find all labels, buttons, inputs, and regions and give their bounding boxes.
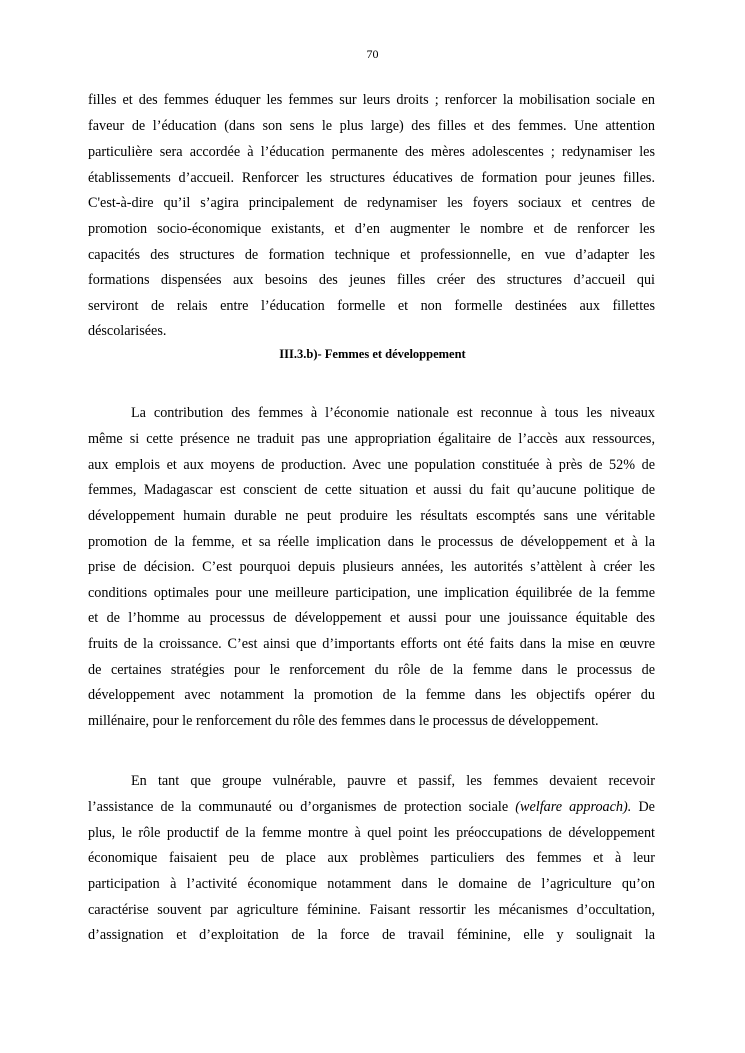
paragraph-3-line: participation à l’activité économique notamment dans le domaine de l’agriculture qu’on: [88, 876, 655, 892]
paragraph-3-line: plus, le rôle productif de la femme montre à quel point les préoccupations de développement: [88, 825, 655, 841]
page-number: 70: [366, 47, 379, 61]
paragraph-1-line: déscolarisées.: [88, 323, 167, 339]
paragraph-3-text: De: [631, 799, 655, 815]
paragraph-2-line: conditions optimales pour une meilleure participation, une implication équilibrée de la femme: [88, 585, 655, 601]
paragraph-1-line: promotion socio-économique existants, et d’en augmenter le nombre et de renforcer les: [88, 221, 655, 237]
paragraph-3-line: [88, 798, 655, 816]
paragraph-3-line: En tant que groupe vulnérable, pauvre et passif, les femmes devaient recevoir: [131, 773, 655, 789]
paragraph-1-line: serviront de relais entre l’éducation formelle et non formelle destinées aux fillettes: [88, 298, 655, 314]
paragraph-2-line: La contribution des femmes à l’économie nationale est reconnue à tous les niveaux: [131, 405, 655, 421]
paragraph-2-line: et de l’homme au processus de développement et aussi pour une jouissance équitable des: [88, 610, 655, 626]
paragraph-2-line: promotion de la femme, et sa réelle implication dans le processus de développement et à la: [88, 534, 655, 550]
paragraph-2-line: fruits de la croissance. C’est ainsi que d’importants efforts ont été faits dans la mise en œuvre: [88, 636, 655, 652]
paragraph-2-line: développement humain durable ne peut produire les résultats escomptés sans une véritable: [88, 508, 655, 524]
section-heading: III.3.b)- Femmes et développement: [279, 347, 466, 361]
paragraph-1-line: faveur de l’éducation (dans son sens le plus large) des filles et des femmes. Une attention: [88, 118, 655, 134]
paragraph-2-line: prise de décision. C’est pourquoi depuis plusieurs années, les autorités s’attèlent à créer les: [88, 559, 655, 575]
paragraph-2-line: de certaines stratégies pour le renforcement du rôle de la femme dans le processus de: [88, 662, 655, 678]
paragraph-3-line: d’assignation et d’exploitation de la force de travail féminine, elle y soulignait la: [88, 927, 655, 943]
paragraph-2-line: même si cette présence ne traduit pas une appropriation égalitaire de l’accès aux ressources,: [88, 431, 655, 447]
paragraph-1-line: C'est-à-dire qu’il s’agira principalement de redynamiser les foyers sociaux et centres de: [88, 195, 655, 211]
paragraph-3-text: l’assistance de la communauté ou d’organismes de protection sociale: [88, 799, 516, 815]
paragraph-1-line: capacités des structures de formation technique et professionnelle, en vue d’adapter les: [88, 247, 655, 263]
paragraph-3-line: caractérise souvent par agriculture féminine. Faisant ressortir les mécanismes d’occultation,: [88, 902, 655, 918]
paragraph-1-line: particulière sera accordée à l’éducation permanente des mères adolescentes ; redynamiser les: [88, 144, 655, 160]
paragraph-2-line: millénaire, pour le renforcement du rôle des femmes dans le processus de développement.: [88, 713, 599, 729]
paragraph-1-line: établissements d’accueil. Renforcer les structures éducatives de formation pour jeunes filles.: [88, 170, 655, 186]
paragraph-2-line: aux emplois et aux moyens de production. Avec une population constituée à près de 52% de: [88, 457, 655, 473]
paragraph-1-line: filles et des femmes éduquer les femmes sur leurs droits ; renforcer la mobilisation sociale en: [88, 92, 655, 108]
paragraph-3-line: économique faisaient peu de place aux problèmes particuliers des femmes et à leur: [88, 850, 655, 866]
paragraph-2-line: développement avec notamment la promotion de la femme dans les objectifs opérer du: [88, 687, 655, 703]
italic-term: (welfare approach).: [515, 799, 632, 815]
paragraph-2-line: femmes, Madagascar est conscient de cette situation et aussi du fait qu’aucune politique de: [88, 482, 655, 498]
paragraph-1-line: formations dispensées aux besoins des jeunes filles créer des structures d’accueil qui: [88, 272, 655, 288]
